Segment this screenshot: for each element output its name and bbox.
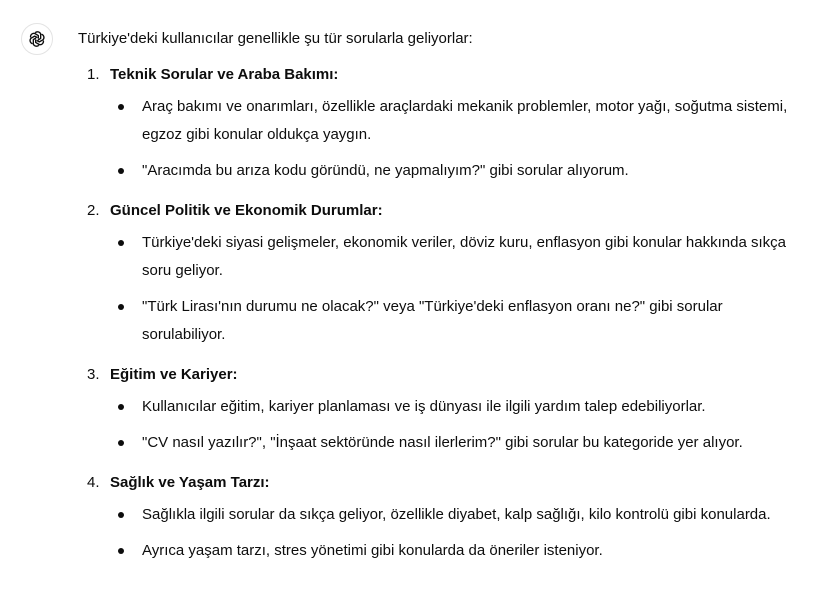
section-heading <box>78 201 798 221</box>
bullet-text: "Aracımda bu arıza kodu göründü, ne yapmalıyım?" gibi sorular alıyorum. <box>142 162 629 179</box>
section-number: 1. <box>87 66 100 83</box>
assistant-message <box>78 29 798 565</box>
section-number: 2. <box>87 202 100 219</box>
bullet-item <box>78 93 798 149</box>
bullet-dot-icon <box>118 404 124 410</box>
bullet-item <box>78 393 798 421</box>
bullet-dot-icon <box>118 304 124 310</box>
message-intro: Türkiye'deki kullanıcılar genellikle şu tür sorularla geliyorlar: <box>78 30 473 47</box>
section-item <box>78 365 798 457</box>
bullet-item <box>78 501 798 529</box>
section-item <box>78 201 798 349</box>
bullet-dot-icon <box>118 440 124 446</box>
bullet-list <box>78 93 798 185</box>
section-title: Teknik Sorular ve Araba Bakımı: <box>110 66 339 83</box>
bullet-item <box>78 293 798 349</box>
section-item <box>78 473 798 565</box>
section-title: Güncel Politik ve Ekonomik Durumlar: <box>110 202 383 219</box>
bullet-text: Türkiye'deki siyasi gelişmeler, ekonomik veriler, döviz kuru, enflasyon gibi konular hakkında sıkça soru geliyor. <box>142 234 786 279</box>
section-list <box>78 65 798 565</box>
section-title: Eğitim ve Kariyer: <box>110 366 238 383</box>
section-heading <box>78 365 798 385</box>
bullet-text: Kullanıcılar eğitim, kariyer planlaması ve iş dünyası ile ilgili yardım talep edebiliyorlar. <box>142 398 706 415</box>
bullet-item <box>78 157 798 185</box>
section-number: 4. <box>87 474 100 491</box>
bullet-dot-icon <box>118 548 124 554</box>
bullet-text: Ayrıca yaşam tarzı, stres yönetimi gibi konularda da öneriler isteniyor. <box>142 542 603 559</box>
bullet-list <box>78 501 798 565</box>
section-number: 3. <box>87 366 100 383</box>
bullet-text: Sağlıkla ilgili sorular da sıkça geliyor, özellikle diyabet, kalp sağlığı, kilo kontrolü gibi konularda. <box>142 506 771 523</box>
bullet-dot-icon <box>118 512 124 518</box>
bullet-item <box>78 229 798 285</box>
bullet-list <box>78 393 798 457</box>
bullet-text: "Türk Lirası'nın durumu ne olacak?" veya "Türkiye'deki enflasyon oranı ne?" gibi sorular sorulabiliyor. <box>142 298 723 343</box>
bullet-dot-icon <box>118 168 124 174</box>
bullet-item <box>78 429 798 457</box>
bullet-dot-icon <box>118 240 124 246</box>
section-title: Sağlık ve Yaşam Tarzı: <box>110 474 270 491</box>
bullet-dot-icon <box>118 104 124 110</box>
assistant-avatar <box>21 23 53 55</box>
openai-logo-icon <box>27 29 47 49</box>
bullet-list <box>78 229 798 349</box>
section-item <box>78 65 798 185</box>
bullet-item <box>78 537 798 565</box>
bullet-text: "CV nasıl yazılır?", "İnşaat sektöründe nasıl ilerlerim?" gibi sorular bu kategoride yer alıyor. <box>142 434 743 451</box>
section-heading <box>78 473 798 493</box>
bullet-text: Araç bakımı ve onarımları, özellikle araçlardaki mekanik problemler, motor yağı, soğutma sistemi, egzoz gibi konular oldukça yaygın. <box>142 98 788 143</box>
section-heading <box>78 65 798 85</box>
